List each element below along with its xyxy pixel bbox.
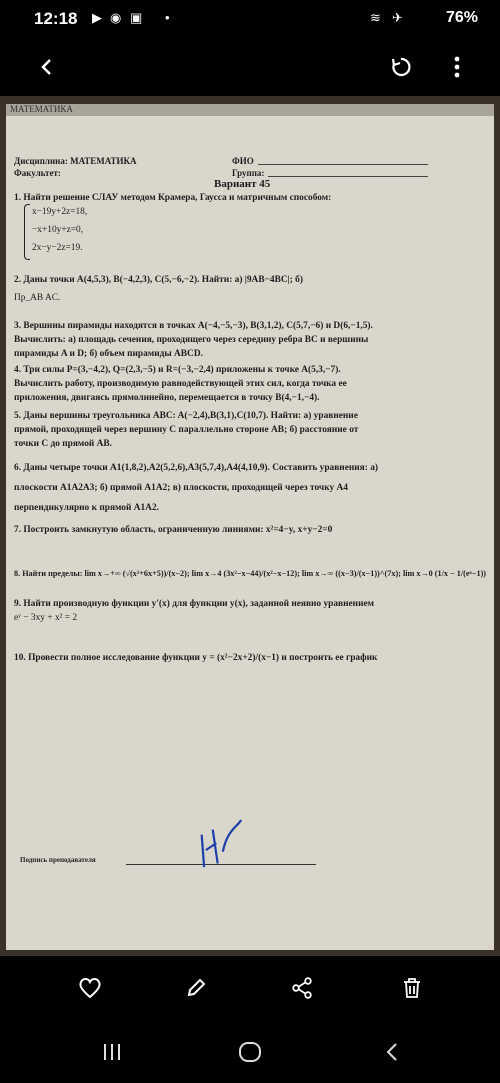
task-7: 7. Построить замкнутую область, ограниченную линиями: x²=4−y, x+y−2=0	[14, 525, 333, 535]
task-4: 4. Три силы P=(3,−4,2), Q=(2,3,−5) и R=(−3,−2,4) приложены к точке A(5,3,−7).	[14, 365, 341, 375]
task-5-l3: точки C до прямой AB.	[14, 439, 112, 449]
fio-line	[258, 164, 428, 165]
faculty-label: Факультет:	[14, 168, 61, 178]
document-strip: МАТЕМАТИКА	[6, 104, 494, 116]
task-3-l3: пирамиды A и D; б) объем пирамиды ABCD.	[14, 349, 203, 359]
pencil-icon[interactable]	[178, 970, 214, 1006]
group-label: Группа:	[232, 168, 265, 178]
system-eq-2: −x+10y+z=0,	[32, 225, 84, 235]
system-eq-3: 2x−y−2z=19.	[32, 243, 83, 253]
task-3: 3. Вершины пирамиды находятся в точках A(−4,−5,−3), B(3,1,2), C(5,7,−6) и D(6,−1,5).	[14, 321, 373, 331]
task-6-l3: перпендикулярно к прямой A1A2.	[14, 503, 159, 513]
dot-icon: •	[165, 10, 170, 25]
photo-view[interactable]	[0, 96, 500, 956]
gallery-notification-icon: ▣	[130, 10, 143, 25]
status-time: 12:18	[34, 9, 78, 28]
rotate-icon[interactable]	[382, 48, 420, 86]
task-6-l2: плоскости A1A2A3; б) прямой A1A2; в) плоскости, проходящей через точку A4	[14, 483, 348, 493]
group-line	[268, 176, 428, 177]
task-1: 1. Найти решение СЛАУ методом Крамера, Гаусса и матричным способом:	[14, 193, 332, 203]
variant-title: Вариант 45	[214, 178, 271, 190]
fio-label: ФИО	[232, 156, 254, 166]
system-navigation-bar	[0, 1020, 500, 1083]
photo-actions-bar	[0, 956, 500, 1020]
task-2: 2. Даны точки A(4,5,3), B(−4,2,3), C(5,−6,−2). Найти: а) |9AB−4BC|; б)	[14, 275, 303, 285]
teacher-signature-label: Подпись преподавателя	[20, 856, 96, 864]
heart-icon[interactable]	[72, 970, 108, 1006]
system-brace	[24, 204, 30, 260]
viewer-toolbar	[0, 38, 500, 96]
whatsapp-notification-icon: ◉	[110, 10, 122, 25]
back-arrow-icon[interactable]	[28, 48, 66, 86]
task-3-l2: Вычислить: а) площадь сечения, проходящего через середину ребра BC и вершины	[14, 335, 369, 345]
trash-icon[interactable]	[394, 970, 430, 1006]
handwritten-signature	[186, 815, 256, 875]
task-2-cont: Пр_AB AC.	[14, 293, 61, 303]
task-5-l2: прямой, проходящей через вершину C параллельно стороне AB; б) расстояние от	[14, 425, 359, 435]
home-icon[interactable]	[230, 1034, 270, 1070]
airplane-mode-icon: ✈	[392, 10, 403, 25]
task-10: 10. Провести полное исследование функции y = (x²−2x+2)/(x−1) и построить ее график	[14, 653, 378, 663]
battery-level: 76%	[445, 9, 478, 26]
system-eq-1: x−19y+2z=18,	[32, 207, 88, 217]
task-9-eq: eʸ − 3xy + x² = 2	[14, 613, 78, 623]
task-9: 9. Найти производную функции y'(x) для функции y(x), заданной неявно уравнением	[14, 599, 375, 609]
document-sheet	[6, 104, 494, 950]
nav-back-icon[interactable]	[372, 1034, 412, 1070]
share-icon[interactable]	[284, 970, 320, 1006]
wifi-icon: ≋	[370, 10, 381, 25]
discipline-label: Дисциплина: МАТЕМАТИКА	[14, 156, 137, 166]
task-4-l3: приложения, двигаясь прямолинейно, перемещается в точку B(4,−1,−4).	[14, 393, 320, 403]
more-vert-icon[interactable]	[438, 48, 476, 86]
task-5: 5. Даны вершины треугольника ABC: A(−2,4),B(3,1),C(10,7). Найти: а) уравнение	[14, 411, 358, 421]
task-6: 6. Даны четыре точки A1(1,8,2),A2(5,2,6),A3(5,7,4),A4(4,10,9). Составить уравнения: а)	[14, 463, 379, 473]
status-bar	[0, 0, 500, 38]
youtube-notification-icon: ▶	[92, 10, 102, 25]
task-4-l2: Вычислить работу, производимую равнодействующей этих сил, когда точка ее	[14, 379, 347, 389]
task-8: 8. Найти пределы: lim x→+∞ (√(x²+6x+5))/(x−2); lim x→4 (3x²−x−44)/(x²−x−12); lim x→∞ ((x−3)/(x−1))^(7x); lim x→0 (1/x − 1/(eˣ−1))	[14, 569, 487, 578]
recents-icon[interactable]	[92, 1034, 132, 1070]
